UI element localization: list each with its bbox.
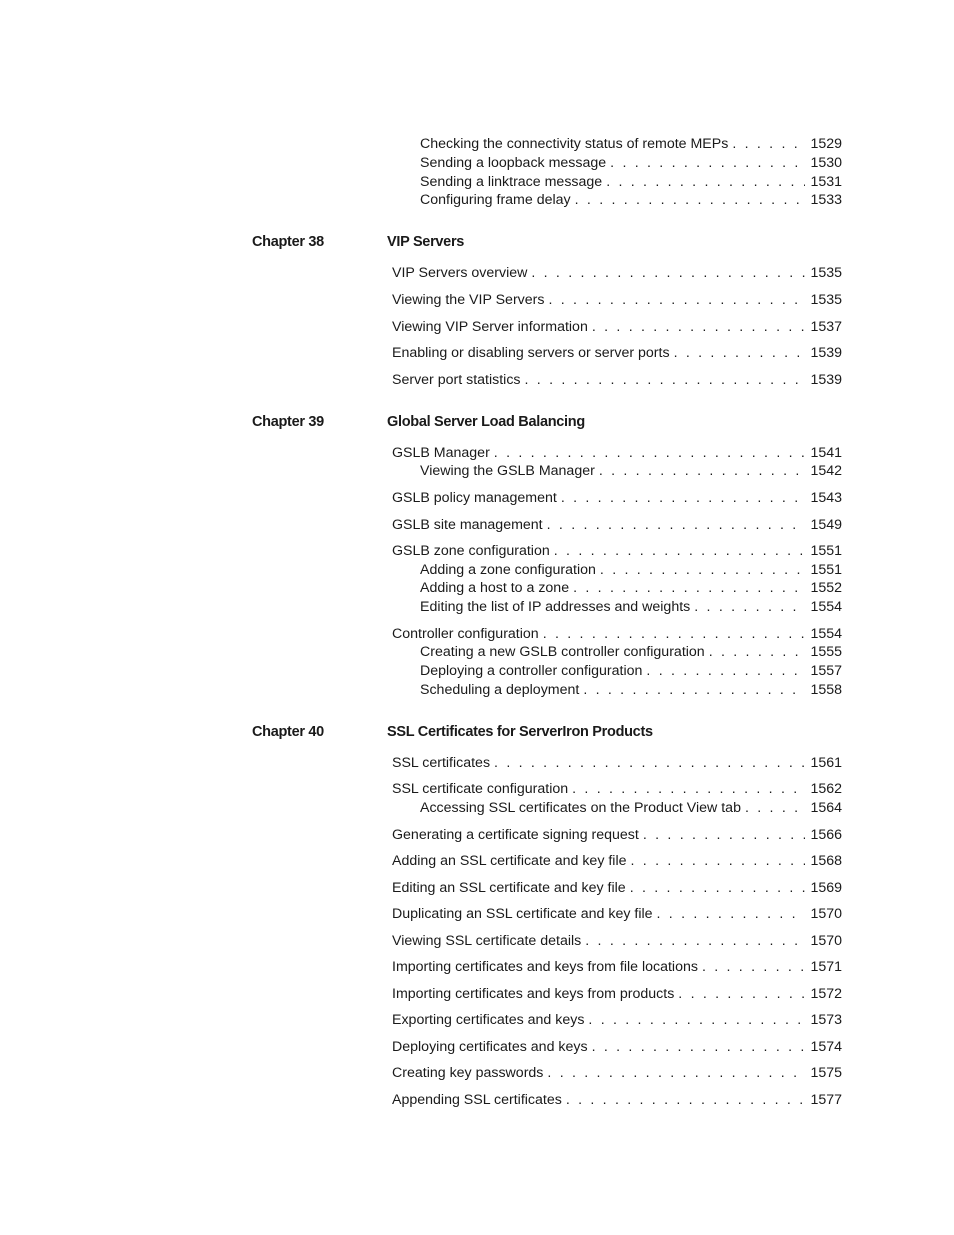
toc-entry-page: 1537 bbox=[810, 319, 842, 335]
toc-entry-title: GSLB zone configuration bbox=[392, 543, 550, 559]
toc-entry-page: 1530 bbox=[810, 155, 842, 171]
dot-leader bbox=[561, 489, 806, 507]
toc-entry-title: Deploying certificates and keys bbox=[392, 1039, 588, 1055]
toc-entry[interactable] bbox=[420, 191, 842, 209]
dot-leader bbox=[554, 542, 806, 560]
toc-entry-title: GSLB policy management bbox=[392, 490, 557, 506]
toc-entry[interactable] bbox=[420, 173, 842, 191]
dot-leader bbox=[543, 625, 806, 643]
toc-entry[interactable] bbox=[392, 826, 842, 844]
chapter-label: Chapter 39 bbox=[252, 414, 324, 430]
toc-entry-page: 1535 bbox=[810, 292, 842, 308]
dot-leader bbox=[531, 264, 805, 282]
toc-entry-title: Importing certificates and keys from products bbox=[392, 986, 675, 1002]
toc-entry-title: Sending a loopback message bbox=[420, 155, 607, 171]
toc-entry[interactable] bbox=[392, 1011, 842, 1029]
toc-entry-title: Editing an SSL certificate and key file bbox=[392, 880, 626, 896]
toc-entry-title: Accessing SSL certificates on the Product View tab bbox=[420, 800, 741, 816]
toc-entry[interactable] bbox=[392, 1038, 842, 1056]
toc-entry-page: 1562 bbox=[810, 781, 842, 797]
toc-entry[interactable] bbox=[392, 516, 842, 534]
toc-entry-page: 1533 bbox=[810, 192, 842, 208]
toc-entry-page: 1572 bbox=[810, 986, 842, 1002]
toc-entry-title: Importing certificates and keys from file locations bbox=[392, 959, 698, 975]
toc-entry[interactable] bbox=[392, 344, 842, 362]
toc-entry-title: Adding a zone configuration bbox=[420, 562, 596, 578]
dot-leader bbox=[583, 681, 805, 699]
toc-entry-page: 1539 bbox=[810, 345, 842, 361]
toc-entry-title: Appending SSL certificates bbox=[392, 1092, 562, 1108]
toc-entry-title: SSL certificates bbox=[392, 755, 491, 771]
toc-entry[interactable] bbox=[392, 1064, 842, 1082]
toc-entry-page: 1539 bbox=[810, 372, 842, 388]
dot-leader bbox=[657, 905, 806, 923]
toc-entry-page: 1561 bbox=[810, 755, 842, 771]
dot-leader bbox=[575, 191, 806, 209]
toc-entry[interactable] bbox=[420, 662, 842, 680]
toc-entry[interactable] bbox=[392, 852, 842, 870]
toc-entry-page: 1543 bbox=[810, 490, 842, 506]
toc-entry-title: Editing the list of IP addresses and weights bbox=[420, 599, 691, 615]
toc-entry-title: Duplicating an SSL certificate and key file bbox=[392, 906, 653, 922]
dot-leader bbox=[494, 754, 805, 772]
toc-entry[interactable] bbox=[420, 799, 842, 817]
dot-leader bbox=[585, 932, 805, 950]
toc-entry-page: 1541 bbox=[810, 445, 842, 461]
toc-entry-page: 1570 bbox=[810, 906, 842, 922]
toc-entry-page: 1577 bbox=[810, 1092, 842, 1108]
dot-leader bbox=[694, 598, 805, 616]
toc-entry-page: 1542 bbox=[810, 463, 842, 479]
toc-entry-title: Scheduling a deployment bbox=[420, 682, 580, 698]
toc-entry-title: Exporting certificates and keys bbox=[392, 1012, 585, 1028]
toc-entry[interactable] bbox=[420, 681, 842, 699]
toc-entry-page: 1568 bbox=[810, 853, 842, 869]
toc-entry[interactable] bbox=[420, 135, 842, 153]
dot-leader bbox=[566, 1091, 806, 1109]
toc-entry-page: 1575 bbox=[810, 1065, 842, 1081]
dot-leader bbox=[630, 879, 806, 897]
chapter-title[interactable]: VIP Servers bbox=[387, 234, 465, 250]
toc-entry-page: 1566 bbox=[810, 827, 842, 843]
dot-leader bbox=[646, 662, 805, 680]
toc-entry-page: 1569 bbox=[810, 880, 842, 896]
toc-entry-page: 1554 bbox=[810, 626, 842, 642]
toc-entry-title: SSL certificate configuration bbox=[392, 781, 569, 797]
toc-entry[interactable] bbox=[392, 932, 842, 950]
chapter-label: Chapter 40 bbox=[252, 724, 324, 740]
toc-entry-page: 1535 bbox=[810, 265, 842, 281]
toc-entry[interactable] bbox=[392, 985, 842, 1003]
toc-entry-title: Server port statistics bbox=[392, 372, 521, 388]
toc-entry-title: Generating a certificate signing request bbox=[392, 827, 639, 843]
dot-leader bbox=[631, 852, 806, 870]
toc-entry[interactable] bbox=[392, 958, 842, 976]
toc-entry[interactable] bbox=[420, 598, 842, 616]
toc-entry-title: Creating a new GSLB controller configuration bbox=[420, 644, 705, 660]
toc-entry-title: Adding an SSL certificate and key file bbox=[392, 853, 627, 869]
toc-entry[interactable] bbox=[392, 879, 842, 897]
toc-entry-title: Enabling or disabling servers or server ports bbox=[392, 345, 670, 361]
toc-entry[interactable] bbox=[392, 625, 842, 643]
toc-entry-title: Viewing the GSLB Manager bbox=[420, 463, 595, 479]
toc-entry-title: GSLB site management bbox=[392, 517, 543, 533]
dot-leader bbox=[678, 985, 805, 1003]
toc-entry[interactable] bbox=[392, 264, 842, 282]
dot-leader bbox=[547, 1064, 805, 1082]
dot-leader bbox=[643, 826, 806, 844]
dot-leader bbox=[547, 516, 806, 534]
toc-entry-title: Viewing SSL certificate details bbox=[392, 933, 582, 949]
toc-entry-page: 1558 bbox=[810, 682, 842, 698]
dot-leader bbox=[732, 135, 805, 153]
toc-entry-title: Deploying a controller configuration bbox=[420, 663, 643, 679]
toc-entry-page: 1574 bbox=[810, 1039, 842, 1055]
dot-leader bbox=[702, 958, 805, 976]
toc-entry[interactable] bbox=[392, 542, 842, 560]
dot-leader bbox=[525, 371, 806, 389]
toc-entry-page: 1564 bbox=[810, 800, 842, 816]
dot-leader bbox=[745, 799, 805, 817]
toc-entry[interactable] bbox=[392, 754, 842, 772]
toc-entry[interactable] bbox=[392, 1091, 842, 1109]
toc-entry-title: GSLB Manager bbox=[392, 445, 490, 461]
toc-entry[interactable] bbox=[392, 489, 842, 507]
toc-entry-page: 1573 bbox=[810, 1012, 842, 1028]
toc-entry-page: 1549 bbox=[810, 517, 842, 533]
toc-entry-page: 1570 bbox=[810, 933, 842, 949]
toc-entry-title: Creating key passwords bbox=[392, 1065, 544, 1081]
toc-entry-title: Checking the connectivity status of remote MEPs bbox=[420, 136, 729, 152]
dot-leader bbox=[572, 780, 805, 798]
toc-entry[interactable] bbox=[420, 643, 842, 661]
toc-entry[interactable] bbox=[392, 318, 842, 336]
toc-entry-page: 1551 bbox=[810, 562, 842, 578]
toc-entry-page: 1552 bbox=[810, 580, 842, 596]
chapter-title[interactable]: Global Server Load Balancing bbox=[387, 414, 585, 430]
toc-entry[interactable] bbox=[392, 905, 842, 923]
dot-leader bbox=[610, 154, 805, 172]
dot-leader bbox=[600, 561, 806, 579]
dot-leader bbox=[573, 579, 805, 597]
toc-entry-page: 1557 bbox=[810, 663, 842, 679]
chapter-title[interactable]: SSL Certificates for ServerIron Products bbox=[387, 724, 653, 740]
dot-leader bbox=[606, 173, 805, 191]
toc-entry-title: VIP Servers overview bbox=[392, 265, 528, 281]
dot-leader bbox=[548, 291, 805, 309]
dot-leader bbox=[592, 1038, 806, 1056]
toc-entry[interactable] bbox=[420, 154, 842, 172]
toc-entry-page: 1571 bbox=[810, 959, 842, 975]
toc-entry[interactable] bbox=[392, 780, 842, 798]
toc-entry-title: Adding a host to a zone bbox=[420, 580, 570, 596]
toc-entry[interactable] bbox=[420, 561, 842, 579]
toc-entry-title: Viewing the VIP Servers bbox=[392, 292, 545, 308]
toc-entry[interactable] bbox=[420, 579, 842, 597]
toc-entry-title: Controller configuration bbox=[392, 626, 539, 642]
dot-leader bbox=[599, 462, 806, 480]
toc-entry-page: 1529 bbox=[810, 136, 842, 152]
dot-leader bbox=[709, 643, 806, 661]
dot-leader bbox=[588, 1011, 805, 1029]
toc-entry-page: 1554 bbox=[810, 599, 842, 615]
toc-entry[interactable] bbox=[392, 291, 842, 309]
toc-entry-page: 1551 bbox=[810, 543, 842, 559]
dot-leader bbox=[592, 318, 806, 336]
toc-entry[interactable] bbox=[392, 371, 842, 389]
dot-leader bbox=[494, 444, 806, 462]
toc-entry-page: 1531 bbox=[810, 174, 842, 190]
toc-entry[interactable] bbox=[392, 444, 842, 462]
toc-entry-title: Sending a linktrace message bbox=[420, 174, 603, 190]
toc-entry-title: Viewing VIP Server information bbox=[392, 319, 588, 335]
toc-entry-title: Configuring frame delay bbox=[420, 192, 571, 208]
dot-leader bbox=[674, 344, 806, 362]
toc-entry-page: 1555 bbox=[810, 644, 842, 660]
toc-entry[interactable] bbox=[420, 462, 842, 480]
chapter-label: Chapter 38 bbox=[252, 234, 324, 250]
